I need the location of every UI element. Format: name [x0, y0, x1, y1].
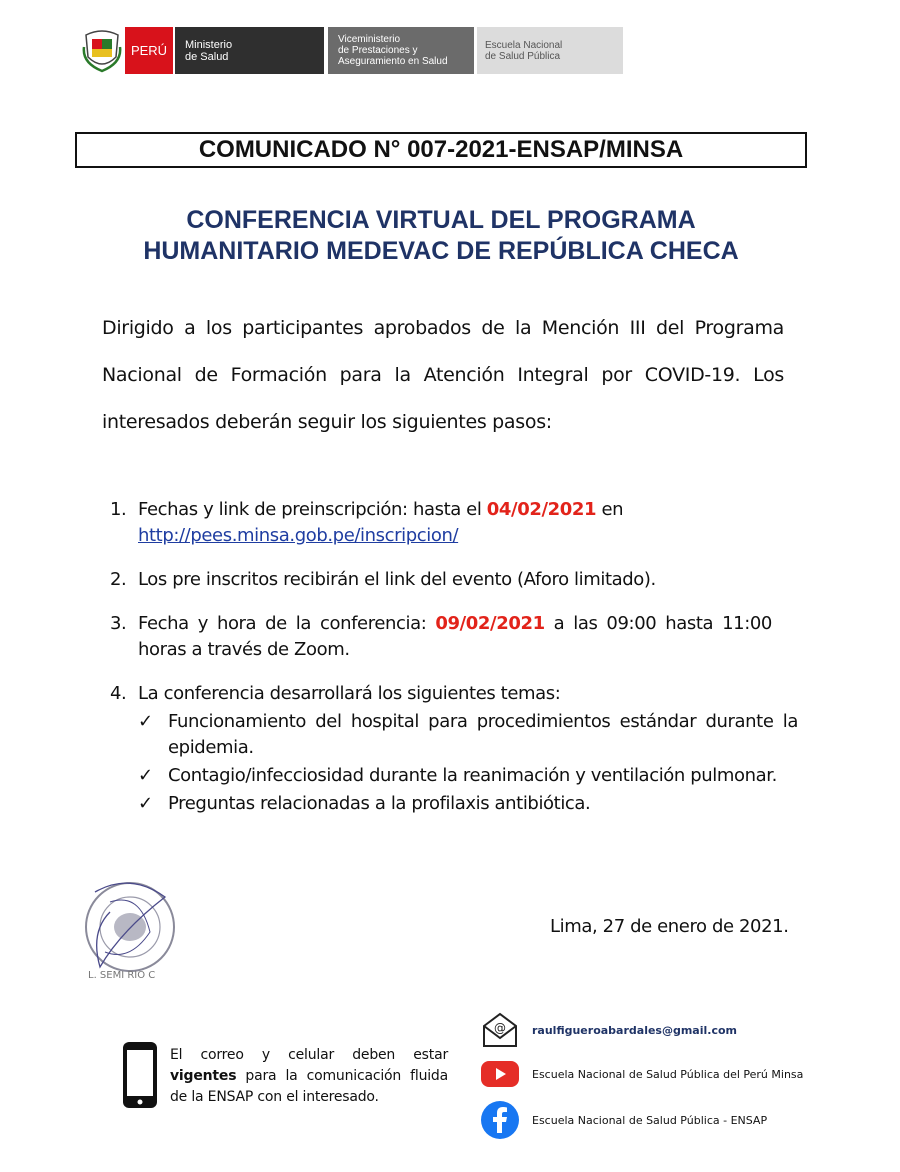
topic-text: Contagio/infecciosidad durante la reanimación y ventilación pulmonar.: [168, 765, 777, 786]
intro-paragraph: Dirigido a los participantes aprobados de la Mención III del Programa Nacional de Formación para la Atención Integral por COVID-19. Los interesados deberán seguir los siguientes pasos:: [102, 317, 784, 433]
step-2-text: Los pre inscritos recibirán el link del evento (Aforo limitado).: [138, 569, 656, 590]
coat-of-arms-icon: [82, 27, 122, 73]
conference-date: 09/02/2021: [435, 613, 545, 634]
step-1-pre: Fechas y link de preinscripción: hasta el: [138, 499, 487, 520]
step-number: 1.: [110, 499, 127, 520]
comunicado-heading: [75, 132, 807, 168]
note-bold: vigentes: [170, 1068, 237, 1084]
youtube-row: [480, 1054, 803, 1094]
comunicado-text: COMUNICADO N° 007-2021-ENSAP/MINSA: [198, 136, 684, 163]
smartphone-icon: [120, 1040, 160, 1110]
main-title: [90, 205, 792, 267]
step-4: [110, 681, 800, 817]
ministerio-badge: [175, 27, 324, 74]
note-post: para la comunicación fluida de la ENSAP con el interesado.: [170, 1068, 448, 1105]
youtube-icon[interactable]: [480, 1054, 520, 1094]
preinscription-deadline: 04/02/2021: [486, 499, 597, 520]
ministerio-line-2: de Salud: [185, 50, 229, 63]
viceministerio-badge: [328, 27, 474, 74]
contact-note: [170, 1045, 448, 1108]
steps-list: [110, 497, 800, 817]
step-number: 4.: [110, 683, 127, 704]
checkmark-icon: ✓: [138, 765, 153, 786]
step-1: [110, 497, 800, 549]
checkmark-icon: ✓: [138, 711, 153, 732]
vice-line-2: de Prestaciones y: [338, 45, 418, 56]
topic-item: [138, 709, 798, 761]
peru-label: PERÚ: [130, 43, 168, 58]
topic-text: Preguntas relacionadas a la profilaxis antibiótica.: [168, 793, 591, 814]
checkmark-icon: ✓: [138, 793, 153, 814]
main-title-line-1: CONFERENCIA VIRTUAL DEL PROGRAMA: [186, 206, 696, 234]
topic-text: Funcionamiento del hospital para procedimientos estándar durante la epidemia.: [168, 711, 798, 758]
svg-text:L. SEMI RIO C: L. SEMI RIO C: [88, 970, 156, 981]
step-1-post: en: [596, 499, 624, 520]
main-title-line-2: HUMANITARIO MEDEVAC DE REPÚBLICA CHECA: [143, 237, 739, 265]
svg-text:@: @: [494, 1021, 506, 1035]
peru-badge: [125, 27, 173, 74]
topic-item: [138, 763, 798, 789]
topic-item: [138, 791, 798, 817]
facebook-page[interactable]: Escuela Nacional de Salud Pública - ENSAP: [532, 1113, 768, 1127]
document-date: Lima, 27 de enero de 2021.: [550, 916, 789, 937]
youtube-channel[interactable]: Escuela Nacional de Salud Pública del Perú Minsa: [532, 1067, 804, 1081]
email-link[interactable]: raulfigueroabardales@gmail.com: [532, 1023, 737, 1037]
inscription-link[interactable]: http://pees.minsa.gob.pe/inscripcion/: [138, 525, 459, 546]
step-number: 2.: [110, 569, 127, 590]
step-3-pre: Fecha y hora de la conferencia:: [138, 613, 436, 634]
escuela-line-1: Escuela Nacional: [485, 39, 563, 51]
vice-line-3: Aseguramiento en Salud: [338, 56, 448, 67]
facebook-icon[interactable]: [480, 1100, 520, 1140]
step-3: [110, 611, 800, 663]
email-row: [480, 1010, 737, 1050]
escuela-badge: [477, 27, 623, 74]
official-seal-stamp: [80, 872, 180, 984]
email-icon: [480, 1010, 520, 1050]
facebook-row: [480, 1100, 767, 1140]
vice-line-1: Viceministerio: [338, 34, 401, 45]
step-2: [110, 567, 800, 593]
step-number: 3.: [110, 613, 127, 634]
step-3-post: a las 09:00 hasta 11:00 horas a través de Zoom.: [138, 613, 772, 660]
escuela-line-2: de Salud Pública: [485, 50, 561, 62]
note-pre: El correo y celular deben estar: [170, 1047, 448, 1063]
ministerio-line-1: Ministerio: [185, 38, 233, 51]
step-4-text: La conferencia desarrollará los siguientes temas:: [138, 683, 561, 704]
